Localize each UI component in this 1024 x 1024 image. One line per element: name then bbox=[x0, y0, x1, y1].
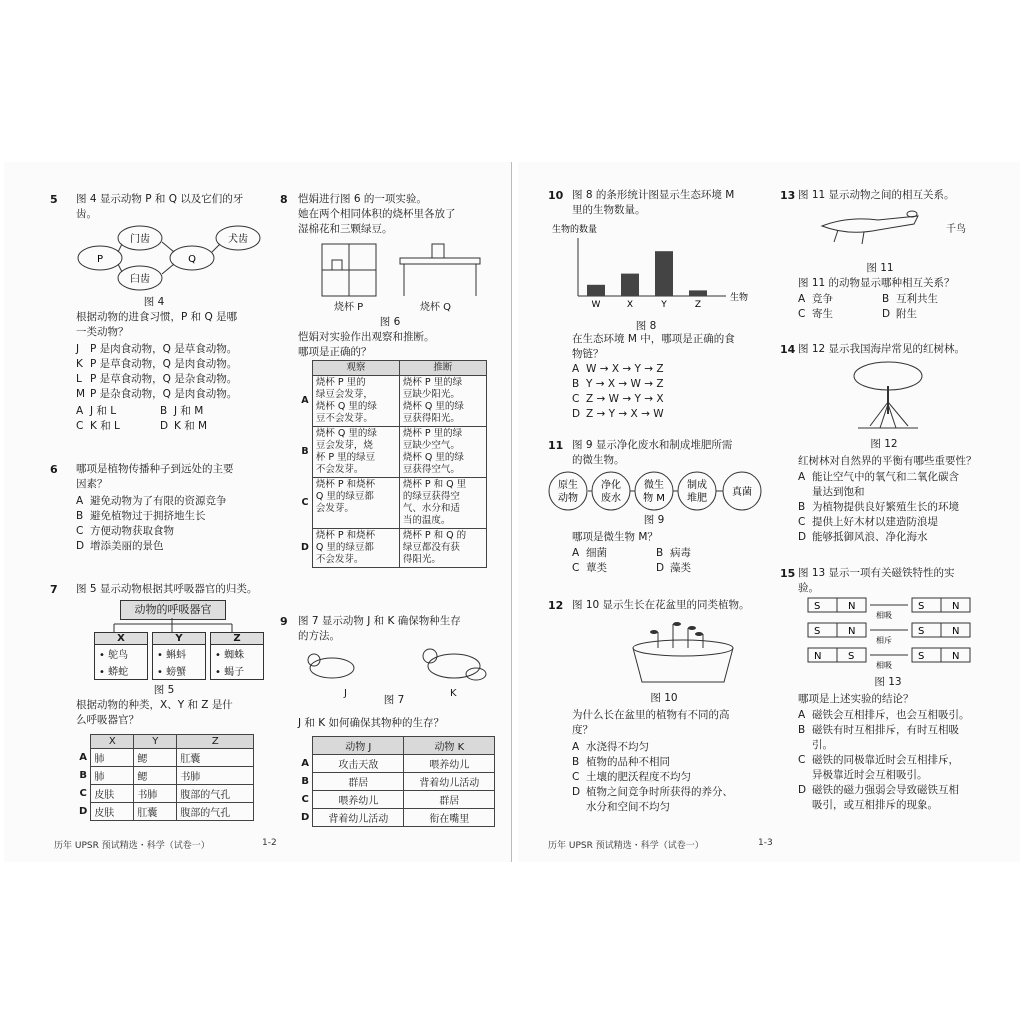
q14-mangrove-image bbox=[848, 358, 928, 434]
q10-number: 10 bbox=[548, 189, 564, 202]
q15-text: 图 13 显示一项有关磁铁特性的实 验。 bbox=[798, 567, 955, 594]
table-row: D 烧杯 P 和烧杯 Q 里的绿豆都 不会发芽。 烧杯 P 和 Q 的 绿豆都没有获 得阳光。 bbox=[298, 529, 486, 568]
q9-question: J 和 K 如何确保其物种的生存？ bbox=[298, 717, 444, 729]
label-q: Q bbox=[188, 254, 196, 265]
q7-group-y: Y • 蝌蚪 • 螃蟹 bbox=[152, 632, 206, 680]
table-row: B 肺 鳃 书肺 bbox=[76, 767, 254, 785]
table-row: B 烧杯 Q 里的绿 豆会发芽，烧 杯 P 里的绿豆 不会发芽。 烧杯 P 里的绿 豆缺少空气。 烧杯 Q 里的绿 豆获得空气。 bbox=[298, 427, 486, 478]
q8-answer-table: 观察 推断 A 烧杯 P 里的 绿豆会发芽， 烧杯 Q 里的绿 豆不会发芽。 烧杯 P 里的绿 豆缺少阳光。 烧杯 Q 里的绿 豆获得阳光。 B 烧杯 Q 里的绿 豆会发芽，烧 杯 P 里的绿豆 不会发芽。 烧杯 P 里的绿 豆缺少空气。 烧杯 Q 里的绿 豆获得空气。 C 烧杯 P 和烧杯 Q 里的绿豆都 会发芽。 烧杯 P 和 Q 里 的绿豆获得空 气、水分和适 当的温度。 D 烧杯 P 和烧杯 Q 里的绿豆都 不会发芽。 烧杯 P 和 Q 的 绿豆都没有获 得阳光。 bbox=[298, 360, 487, 568]
label-beaker-p: 烧杯 P bbox=[334, 302, 364, 313]
q11-caption: 图 9 bbox=[643, 514, 665, 526]
q15-options: A 磁铁会互相排斥，也会互相吸引。 B 磁铁有时互相排斥，有时互相吸 引。 C 磁铁的同极靠近时会互相排斥， 异极靠近时会互相吸引。 D 磁铁的磁力强弱会导致磁铁互相 吸引，或互相排斥的现象。 bbox=[798, 709, 970, 811]
q13-crocodile-bird-image bbox=[818, 206, 928, 246]
q14-caption: 图 12 bbox=[870, 438, 898, 450]
q13-question: 图 11 的动物显示哪种相互关系？ bbox=[798, 277, 955, 289]
table-row: A 肺 鳃 肛囊 bbox=[76, 749, 254, 767]
q10-question: 在生态环境 M 中，哪项是正确的食 物链？ bbox=[572, 333, 735, 360]
label-incisor: 门齿 bbox=[130, 234, 150, 245]
label-animal-j: J bbox=[344, 688, 347, 699]
label-attract-2: 相吸 bbox=[876, 661, 892, 670]
label-plover-bird: 千鸟 bbox=[946, 224, 966, 235]
q11-options: A 细菌 B 病毒 C 蕈类 D 藻类 bbox=[572, 547, 691, 574]
label-beaker-q: 烧杯 Q bbox=[420, 302, 452, 313]
q8-caption: 图 6 bbox=[379, 316, 401, 328]
q13-text: 图 11 显示动物之间的相互关系。 bbox=[798, 189, 955, 201]
q5-options: A J 和 L B J 和 M C K 和 L D K 和 M bbox=[76, 405, 208, 432]
q9-caption: 图 7 bbox=[383, 694, 405, 706]
q9-number: 9 bbox=[280, 615, 288, 628]
svg-text:原生: 原生 bbox=[558, 480, 578, 491]
q12-question: 为什么长在盆里的植物有不同的高 度？ bbox=[572, 709, 730, 736]
bar-W bbox=[587, 285, 605, 296]
q12-text: 图 10 显示生长在花盆里的同类植物。 bbox=[572, 599, 750, 611]
q5-statements: J P 是肉食动物，Q 是草食动物。 K P 是草食动物，Q 是肉食动物。 L P 是草食动物，Q 是杂食动物。 M P 是杂食动物，Q 是肉食动物。 bbox=[76, 343, 238, 400]
q15-magnets-diagram bbox=[806, 596, 972, 670]
left-page bbox=[4, 162, 512, 862]
q12-number: 12 bbox=[548, 599, 564, 612]
svg-text:S: S bbox=[814, 626, 821, 637]
q15-caption: 图 13 bbox=[874, 676, 902, 688]
q13-caption: 图 11 bbox=[866, 262, 894, 274]
svg-text:制成: 制成 bbox=[687, 480, 707, 491]
table-row: C 皮肤 书肺 腹部的气孔 bbox=[76, 785, 254, 803]
q10-bar-chart bbox=[548, 222, 758, 318]
svg-text:S: S bbox=[814, 601, 821, 612]
q10-caption: 图 8 bbox=[635, 320, 657, 332]
svg-text:S: S bbox=[918, 651, 925, 662]
q6-options: A 避免动物为了有限的资源竞争 B 避免植物过于拥挤地生长 C 方便动物获取食物 D 增添美丽的景色 bbox=[76, 495, 227, 552]
svg-text:动物: 动物 bbox=[558, 493, 578, 504]
svg-text:N: N bbox=[952, 651, 960, 662]
q14-question: 红树林对自然界的平衡有哪些重要性？ bbox=[798, 455, 977, 467]
q6-text: 哪项是植物传播种子到远处的主要 因素？ bbox=[76, 463, 234, 490]
tick-label-Y: Y bbox=[661, 300, 667, 310]
tick-label-W: W bbox=[591, 300, 601, 310]
svg-text:N: N bbox=[814, 651, 822, 662]
svg-text:物 M: 物 M bbox=[643, 493, 665, 504]
q14-options: A 能让空气中的氧气和二氧化碳含 量达到饱和 B 为植物提供良好繁殖生长的环境 C 提供上好木材以建造防浪堤 D 能够抵御风浪、净化海水 bbox=[798, 471, 959, 543]
q13-options: A 竞争 B 互利共生 C 寄生 D 附生 bbox=[798, 293, 938, 320]
label-attract-1: 相吸 bbox=[876, 611, 892, 620]
right-footer-title: 历年 UPSR 预试精选・科学（试卷一） bbox=[548, 841, 704, 851]
q9-animals-image bbox=[304, 646, 494, 686]
q10-options: A W → X → Y → Z B Y → X → W → Z C Z → W → Y → X D Z → Y → X → W bbox=[572, 363, 664, 420]
svg-text:微生: 微生 bbox=[644, 480, 664, 491]
label-repel: 相斥 bbox=[876, 636, 892, 645]
label-p: P bbox=[96, 254, 104, 265]
q5-text: 图 4 显示动物 P 和 Q 以及它们的牙 齿。 bbox=[76, 193, 244, 220]
table-row: A 烧杯 P 里的 绿豆会发芽， 烧杯 Q 里的绿 豆不会发芽。 烧杯 P 里的绿 豆缺少阳光。 烧杯 Q 里的绿 豆获得阳光。 bbox=[298, 376, 486, 427]
q9-answer-table: 动物 J 动物 K A 攻击天敌 喂养幼儿 B 群居 背着幼儿活动 C 喂养幼儿 群居 D 背着幼儿活动 衔在嘴里 bbox=[298, 736, 495, 827]
svg-text:堆肥: 堆肥 bbox=[687, 493, 707, 504]
svg-text:真菌: 真菌 bbox=[732, 487, 752, 498]
chart-xlabel: 生物 bbox=[730, 293, 749, 303]
q11-number: 11 bbox=[548, 439, 564, 452]
table-row: C 喂养幼儿 群居 bbox=[298, 791, 495, 809]
label-canine: 犬齿 bbox=[228, 234, 248, 245]
q10-text: 图 8 的条形统计图显示生态环境 M 里的生物数量。 bbox=[572, 189, 735, 216]
svg-text:S: S bbox=[848, 651, 855, 662]
tick-label-Z: Z bbox=[694, 300, 702, 310]
q8-text: 恺娟进行图 6 的一项实验。 她在两个相同体积的烧杯里各放了 湿棉花和三颗绿豆。 bbox=[298, 193, 456, 235]
q6-number: 6 bbox=[50, 463, 58, 476]
q7-answer-table: X Y Z A 肺 鳃 肛囊 B 肺 鳃 书肺 C 皮肤 书肺 腹部的气孔 D 皮肤 肛囊 腹部的气孔 bbox=[76, 734, 254, 821]
q15-number: 15 bbox=[780, 567, 796, 580]
bar-Y bbox=[655, 251, 673, 296]
svg-text:N: N bbox=[848, 626, 856, 637]
q7-chart-title: 动物的呼吸器官 bbox=[120, 600, 226, 620]
q8-number: 8 bbox=[280, 193, 288, 206]
svg-text:N: N bbox=[952, 601, 960, 612]
left-footer-page: 1-2 bbox=[262, 838, 277, 848]
q11-text: 图 9 显示净化废水和制成堆肥所需 的微生物。 bbox=[572, 439, 733, 466]
q7-connector bbox=[92, 618, 252, 632]
svg-text:N: N bbox=[848, 601, 856, 612]
table-row: A 攻击天敌 喂养幼儿 bbox=[298, 755, 495, 773]
svg-text:净化: 净化 bbox=[601, 480, 621, 491]
svg-text:S: S bbox=[918, 626, 925, 637]
q7-question: 根据动物的种类，X、Y 和 Z 是什 么呼吸器官？ bbox=[76, 699, 233, 726]
q11-question: 哪项是微生物 M？ bbox=[572, 531, 658, 543]
q14-number: 14 bbox=[780, 343, 796, 356]
q5-caption: 图 4 bbox=[143, 296, 165, 308]
tick-label-X: X bbox=[626, 300, 634, 310]
q8-beaker-setup-image bbox=[318, 240, 488, 300]
q11-microorganism-diagram bbox=[548, 470, 768, 512]
q14-text: 图 12 显示我国海岸常见的红树林。 bbox=[798, 343, 966, 355]
bar-Z bbox=[689, 290, 707, 296]
right-page bbox=[518, 162, 1020, 862]
q9-text: 图 7 显示动物 J 和 K 确保物种生存 的方法。 bbox=[298, 615, 461, 642]
label-animal-k: K bbox=[450, 688, 457, 699]
q7-group-z: Z • 蜘蛛 • 蝎子 bbox=[210, 632, 264, 680]
table-row: D 背着幼儿活动 衔在嘴里 bbox=[298, 809, 495, 827]
q5-teeth-diagram bbox=[74, 222, 264, 294]
table-row: C 烧杯 P 和烧杯 Q 里的绿豆都 会发芽。 烧杯 P 和 Q 里 的绿豆获得空 气、水分和适 当的温度。 bbox=[298, 478, 486, 529]
svg-text:S: S bbox=[918, 601, 925, 612]
q15-question: 哪项是上述实验的结论？ bbox=[798, 693, 914, 705]
q5-number: 5 bbox=[50, 193, 58, 206]
q12-flowerpot-image bbox=[628, 618, 738, 688]
svg-text:N: N bbox=[952, 626, 960, 637]
table-row: D 皮肤 肛囊 腹部的气孔 bbox=[76, 803, 254, 821]
bar-X bbox=[621, 274, 639, 296]
q7-caption: 图 5 bbox=[153, 684, 175, 696]
q7-number: 7 bbox=[50, 583, 58, 596]
q7-text: 图 5 显示动物根据其呼吸器官的归类。 bbox=[76, 583, 258, 595]
right-footer-page: 1-3 bbox=[758, 838, 773, 848]
label-molar: 臼齿 bbox=[130, 274, 150, 285]
svg-text:废水: 废水 bbox=[601, 493, 621, 504]
chart-ylabel: 生物的数量 bbox=[552, 225, 598, 235]
table-row: B 群居 背着幼儿活动 bbox=[298, 773, 495, 791]
q12-options: A 水浇得不均匀 B 植物的品种不相同 C 土壤的肥沃程度不均匀 D 植物之间竞争时所获得的养分、 水分和空间不均匀 bbox=[572, 741, 733, 813]
q8-question: 恺娟对实验作出观察和推断。 哪项是正确的？ bbox=[298, 331, 435, 358]
q13-number: 13 bbox=[780, 189, 796, 202]
left-footer-title: 历年 UPSR 预试精选・科学（试卷一） bbox=[54, 841, 210, 851]
q7-group-x: X • 鸵鸟 • 蟒蛇 bbox=[94, 632, 148, 680]
q12-caption: 图 10 bbox=[650, 692, 678, 704]
q5-question: 根据动物的进食习惯，P 和 Q 是哪 一类动物？ bbox=[76, 311, 238, 338]
